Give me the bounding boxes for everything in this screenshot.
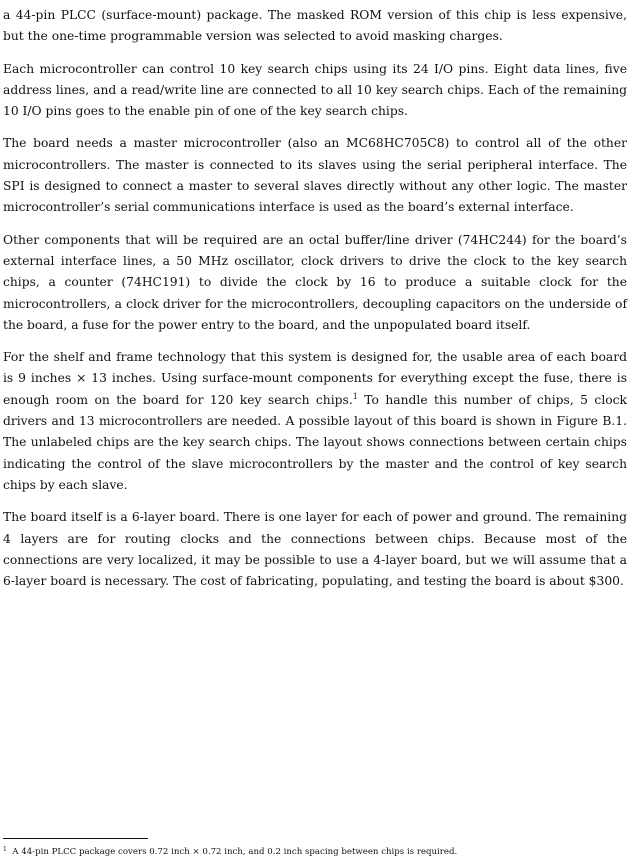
paragraph-components: Other components that will be required are an octal buffer/line driver (74HC244) for the board’s external interface lines, a 50 MHz oscillator, clock drivers to drive the clock to the key search chips, a counter (74HC191) to divide the clock by 16 to produce a suitable clock for the microcontrollers, a clock driver for the microcontrollers, decoupling capacitors on the underside of the board, a fuse for the power entry to the board, and the unpopulated board itself.	[3, 232, 627, 332]
document-body	[3, 5, 627, 603]
paragraph-package: a 44-pin PLCC (surface-mount) package. The masked ROM version of this chip is less expensive, but the one-time programmable version was selected to avoid masking charges.	[3, 8, 627, 44]
paragraph-shelf	[3, 347, 627, 496]
footnote-reference: 1	[352, 391, 358, 401]
footnote-mark: 1	[3, 846, 7, 853]
shelf-text-before-note: For the shelf and frame technology that this system is designed for, the usable area of each board is 9 inches × 13 inches. Using surface-mount components for everything except the fuse, there is enough room on the board for 120 key search chips.	[3, 350, 627, 407]
paragraph-io-pins: Each microcontroller can control 10 key search chips using its 24 I/O pins. Eight data lines, five address lines, and a read/write line are connected to all 10 key search chips. Each of the remaining 10 I/O pins goes to the enable pin of one of the key search chips.	[3, 61, 627, 119]
paragraph-master: The board needs a master microcontroller (also an MC68HC705C8) to control all of the other microcontrollers. The master is connected to its slaves using the serial peripheral interface. The SPI is designed to connect a master to several slaves directly without any other logic. The master microcontroller’s serial communications interface is used as the board’s external interface.	[3, 136, 627, 215]
footnote	[3, 846, 627, 858]
footnote-text: A 44-pin PLCC package covers 0.72 inch × 0.72 inch, and 0.2 inch spacing between chips is required.	[12, 847, 458, 857]
footnote-divider	[3, 838, 148, 839]
paragraph-board-layers: The board itself is a 6-layer board. There is one layer for each of power and ground. The remaining 4 layers are for routing clocks and the connections between chips. Because most of the connections are very localized, it may be possible to use a 4-layer board, but we will assume that a 6-layer board is necessary. The cost of fabricating, populating, and testing the board is about $300.	[3, 510, 627, 589]
shelf-text-after-note: To handle this number of chips, 5 clock drivers and 13 microcontrollers are needed. A possible layout of this board is shown in Figure B.1. The unlabeled chips are the key search chips. The layout shows connections between certain chips indicating the control of the slave microcontrollers by the master and the control of key search chips by each slave.	[3, 392, 627, 492]
